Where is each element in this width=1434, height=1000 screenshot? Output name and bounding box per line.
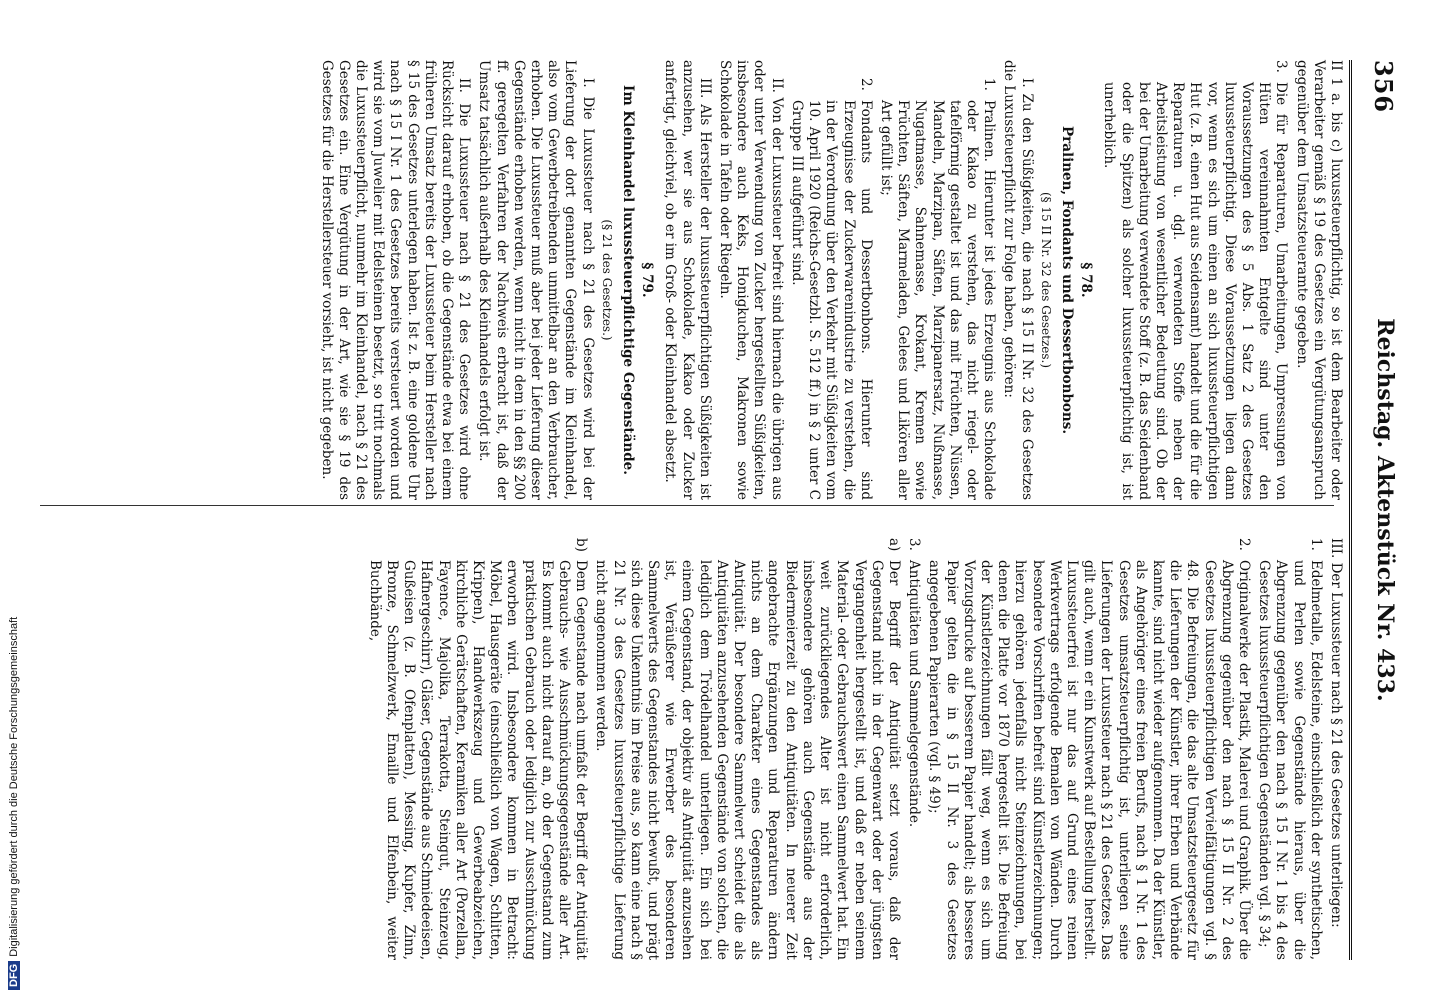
paragraph: III. Als Hersteller der luxussteuerpflichtigen Süßigkeiten ist anzusehen, wer sie aus Schokolade, Kakao oder Zucker anfertigt, gleichviel, ob er im Groß- oder Kleinhandel absetzt.: [662, 60, 713, 500]
item-text: Antiquitäten und Sammelgegenstände.: [906, 560, 923, 828]
section-number: § 78.: [1078, 262, 1095, 298]
item-text: Die für Reparaturen, Umarbeitungen, Umpressungen von Hüten vereinnahmten Entgelte sind unter den Voraussetzungen des § 5 Abs. 1 Satz 2 des Gesetzes luxussteuerpflichtig. Diese Voraussetzungen liegen dann vor, wenn es sich um einen an sich luxussteuerpflichtigen Hut (z. B. einen Hut aus Seidensamt) handelt und die für die Reparaturen u. dgl. verwendeten Stoffe neben der Arbeitsleistung von wesentlicher Bedeutung sind. Ob der bei der Umarbeitung verwendete Stoff (z. B. das Seidenband oder die Spitzen) als solcher luxussteuerpflichtig ist, ist unerheblich.: [1101, 82, 1290, 500]
item-text: Pralinen. Hierunter ist jedes Erzeugnis aus Schokolade oder Kakao zu verstehen, das nicht riegel- oder tafelförmig gestaltet ist und das mit Früchten, Nüssen, Mandeln, Marzipan, Säften, Marzipanersatz, Nußmasse, Nugatmasse, Sahnemasse, Krokant, Kremen sowie Früchten, Säften, Marmeladen, Gelees und Likören aller Art gefüllt ist;: [877, 100, 998, 500]
funding-note-text: Digitalisierung gefördert durch die Deutsche Forschungsgemeinschaft: [8, 616, 20, 957]
item-text: Originalwerke der Plastik, Malerei und Graphik. Über die Abgrenzung gegenüber den nach § 15 II Nr. 2 des Gesetzes luxussteuerpflichtigen Vervielfältigungen vgl. § 48. Die Befreiungen, die das alte Umsatzsteuergesetz für die Lieferungen der Künstler, ihrer Erben und Verbände kannte, sind nicht wieder aufgenommen. Da der Künstler, als Angehöriger eines freien Berufs, nach § 1 Nr. 1 des Gesetzes umsatzsteuerpflichtig ist, unterliegen seine Lieferungen der Luxussteuer nach § 21 des Gesetzes. Das gilt auch, wenn er ein Kunstwerk auf Bestellung herstellt. Luxussteuerfrei ist nur das auf Grund eines reinen Werkvertrags erfolgende Bemalen von Wänden. Durch besondere Vorschriften befreit sind Künstlerzeichnungen; hierzu gehören jedenfalls nicht Steinzeichnungen, bei denen die Platte vor 1870 hergestellt ist. Die Befreiung der Künstlerzeichnungen fällt weg, wenn es sich um Vorzugsdrucke auf besserem Papier handelt; als besseres Papier gelten die in § 15 II Nr. 3 des Gesetzes angegebenen Papierarten (vgl. § 49);: [926, 560, 1252, 960]
left-column: [314, 60, 1344, 500]
right-column: [363, 520, 1344, 960]
item-text: Edelmetalle, Edelsteine, einschließlich der synthetischen, und Perlen sowie Gegenstände hieraus, über die Abgrenzung gegenüber den nach § 15 I Nr. 1 bis 4 des Gesetzes luxussteuerpflichtigen Gegenständen vgl. § 34;: [1256, 560, 1324, 960]
section-reference: (§ 21 des Gesetzes.): [599, 219, 614, 341]
column-divider: [40, 505, 1334, 506]
item-number: 1.: [1307, 538, 1324, 551]
section-title: Pralinen, Fondants und Dessertbonbons.: [1058, 125, 1075, 435]
section-title: Im Kleinhandel luxussteuerpflichtige Gegenstände.: [620, 85, 637, 475]
paragraph: II. Die Luxussteuer nach § 21 des Gesetzes wird ohne Rücksicht darauf erhoben, ob die Gegenstände etwa bei einem früheren Umsatz bereits der Luxussteuer beim Hersteller nach § 15 des Gesetzes unterlegen haben. Ist z. B. eine goldene Uhr nach § 15 I Nr. 1 des Gesetzes bereits versteuert worden und wird sie vom Juwelier mit Edelsteinen besetzt, so tritt nochmals die Luxussteuerpflicht, nunmehr im Kleinhandel, nach § 21 des Gesetzes ein. Eine Vergütung in der Art, wie sie § 19 des Gesetzes für die Herstellersteuer vorsieht, ist nicht gegeben.: [318, 60, 473, 500]
numbered-paragraph: [905, 520, 922, 960]
item-number: 3.: [906, 538, 923, 551]
item-letter: b): [573, 538, 590, 552]
paragraph: I. Die Luxussteuer nach § 21 des Gesetzes wird bei der Lieferung der dort genannten Gegenstände im Kleinhandel, also vom Gewerbetreibenden unmittelbar an den Verbraucher, erhoben. Die Luxussteuer muß aber bei jeder Lieferung dieser Gegenstände erhoben werden, wenn nicht in dem in den §§ 200 ff. geregelten Verfahren der Nachweis erbracht ist, daß der Umsatz tatsächlich außerhalb des Kleinhandels erfolgt ist.: [476, 60, 596, 500]
paragraph: III. Der Luxussteuer nach § 21 des Gesetzes unterliegen:: [1328, 538, 1344, 928]
section-reference: (§ 15 II Nr. 32 des Gesetzes.): [1038, 191, 1053, 369]
item-number: 2.: [857, 78, 874, 91]
item-number: 3.: [1273, 60, 1290, 73]
item-letter: a): [885, 538, 902, 552]
section-number: § 79.: [639, 262, 656, 298]
page-header: [1364, 60, 1404, 960]
item-text: Der Begriff der Antiquität setzt voraus, daß der Gegenstand nicht in der Gegenwart oder der jüngsten Vergangenheit hergestellt ist, und daß er neben seinem Material- oder Gebrauchswert einen Sammelwert hat. Ein weit zurückliegendes Alter ist nicht erforderlich, insbesondere gehören auch Gegenstände aus der Biedermeierzeit zu den Antiquitäten. In neuerer Zeit angebrachte Ergänzungen und Reparaturen ändern nichts an dem Charakter eines Gegenstandes als Antiquität. Der besondere Sammelwert scheidet die als Antiquitäten anzusehenden Gegenstände von solchen, die lediglich dem Trödelhandel unterliegen. Ein sich bei einem Gegenstand, der objektiv als Antiquität anzusehen ist, Veräußerer wie Erwerber des besonderen Sammelwerts des Gegenstandes nicht bewußt, und prägt sich diese Unkenntnis im Preise aus, so kann eine nach § 21 Nr. 3 des Gesetzes luxussteuerpflichtige Lieferung nicht angenommen werden.: [593, 560, 902, 960]
item-text: Fondants und Dessertbonbons. Hierunter sind Erzeugnisse der Zuckerwarenindustrie zu verstehen, die in der Verordnung über den Verkehr mit Süßigkeiten vom 10. April 1920 (Reichs-Gesetzbl. S. 512 ff.) in § 2 unter C Gruppe III aufgeführt sind.: [788, 100, 874, 500]
paragraph: I. Zu den Süßigkeiten, die nach § 15 II Nr. 32 des Gesetzes die Luxussteuerpflicht zur Folge haben, gehören:: [1001, 60, 1035, 500]
header-rule: [1349, 60, 1352, 960]
numbered-paragraph: [877, 60, 997, 500]
numbered-paragraph: [1100, 60, 1289, 500]
lettered-paragraph: [592, 520, 902, 960]
page-number: 356: [1369, 60, 1398, 114]
page-title: Reichstag. Aktenstück Nr. 433.: [1372, 318, 1398, 702]
paragraph: II 1 a. bis c) luxussteuerpflichtig, so ist dem Bearbeiter oder Verarbeiter gemäß § 19 des Gesetzes ein Vergütungsanspruch gegenüber dem Umsatzsteueramte gegeben.: [1293, 60, 1344, 500]
numbered-paragraph: [788, 60, 874, 500]
dfg-logo: DFG: [8, 961, 20, 990]
item-text: Dem Gegenstande nach umfaßt der Begriff der Antiquität Gebrauchs- wie Ausschmückungsgegenstände aller Art. Es kommt auch nicht darauf an, ob der Gegenstand zum praktischen Gebrauch oder lediglich zur Ausschmückung erworben wird. Insbesondere kommen in Betracht: Möbel, Hausgeräte (einschließlich von Wagen, Schlitten, Krippen), Handwerkszeug und Gewerbeabzeichen, kirchliche Gerätschaften, Keramiken aller Art (Porzellan, Fayence, Majolika, Terrakotta, Steingut, Steinzeug, Hafnergeschirr), Gläser, Gegenstände aus Schmiedeeisen, Gußeisen (z. B. Ofenplatten), Messing, Kupfer, Zinn, Bronze, Schmelzwerk, Emaille und Elfenbein, weiter Buchbände,: [366, 560, 590, 960]
numbered-paragraph: [925, 520, 1252, 960]
item-number: 2.: [1235, 538, 1252, 551]
funding-note: [8, 617, 20, 990]
numbered-paragraph: [1255, 520, 1324, 960]
lettered-paragraph: [366, 520, 590, 960]
paragraph: II. Von der Luxussteuer befreit sind hiernach die übrigen aus oder unter Verwendung von Zucker hergestellten Süßigkeiten, insbesondere auch Keks, Honigkuchen, Makronen sowie Schokolade in Tafeln oder Riegeln.: [717, 60, 785, 500]
item-number: 1.: [981, 78, 998, 91]
